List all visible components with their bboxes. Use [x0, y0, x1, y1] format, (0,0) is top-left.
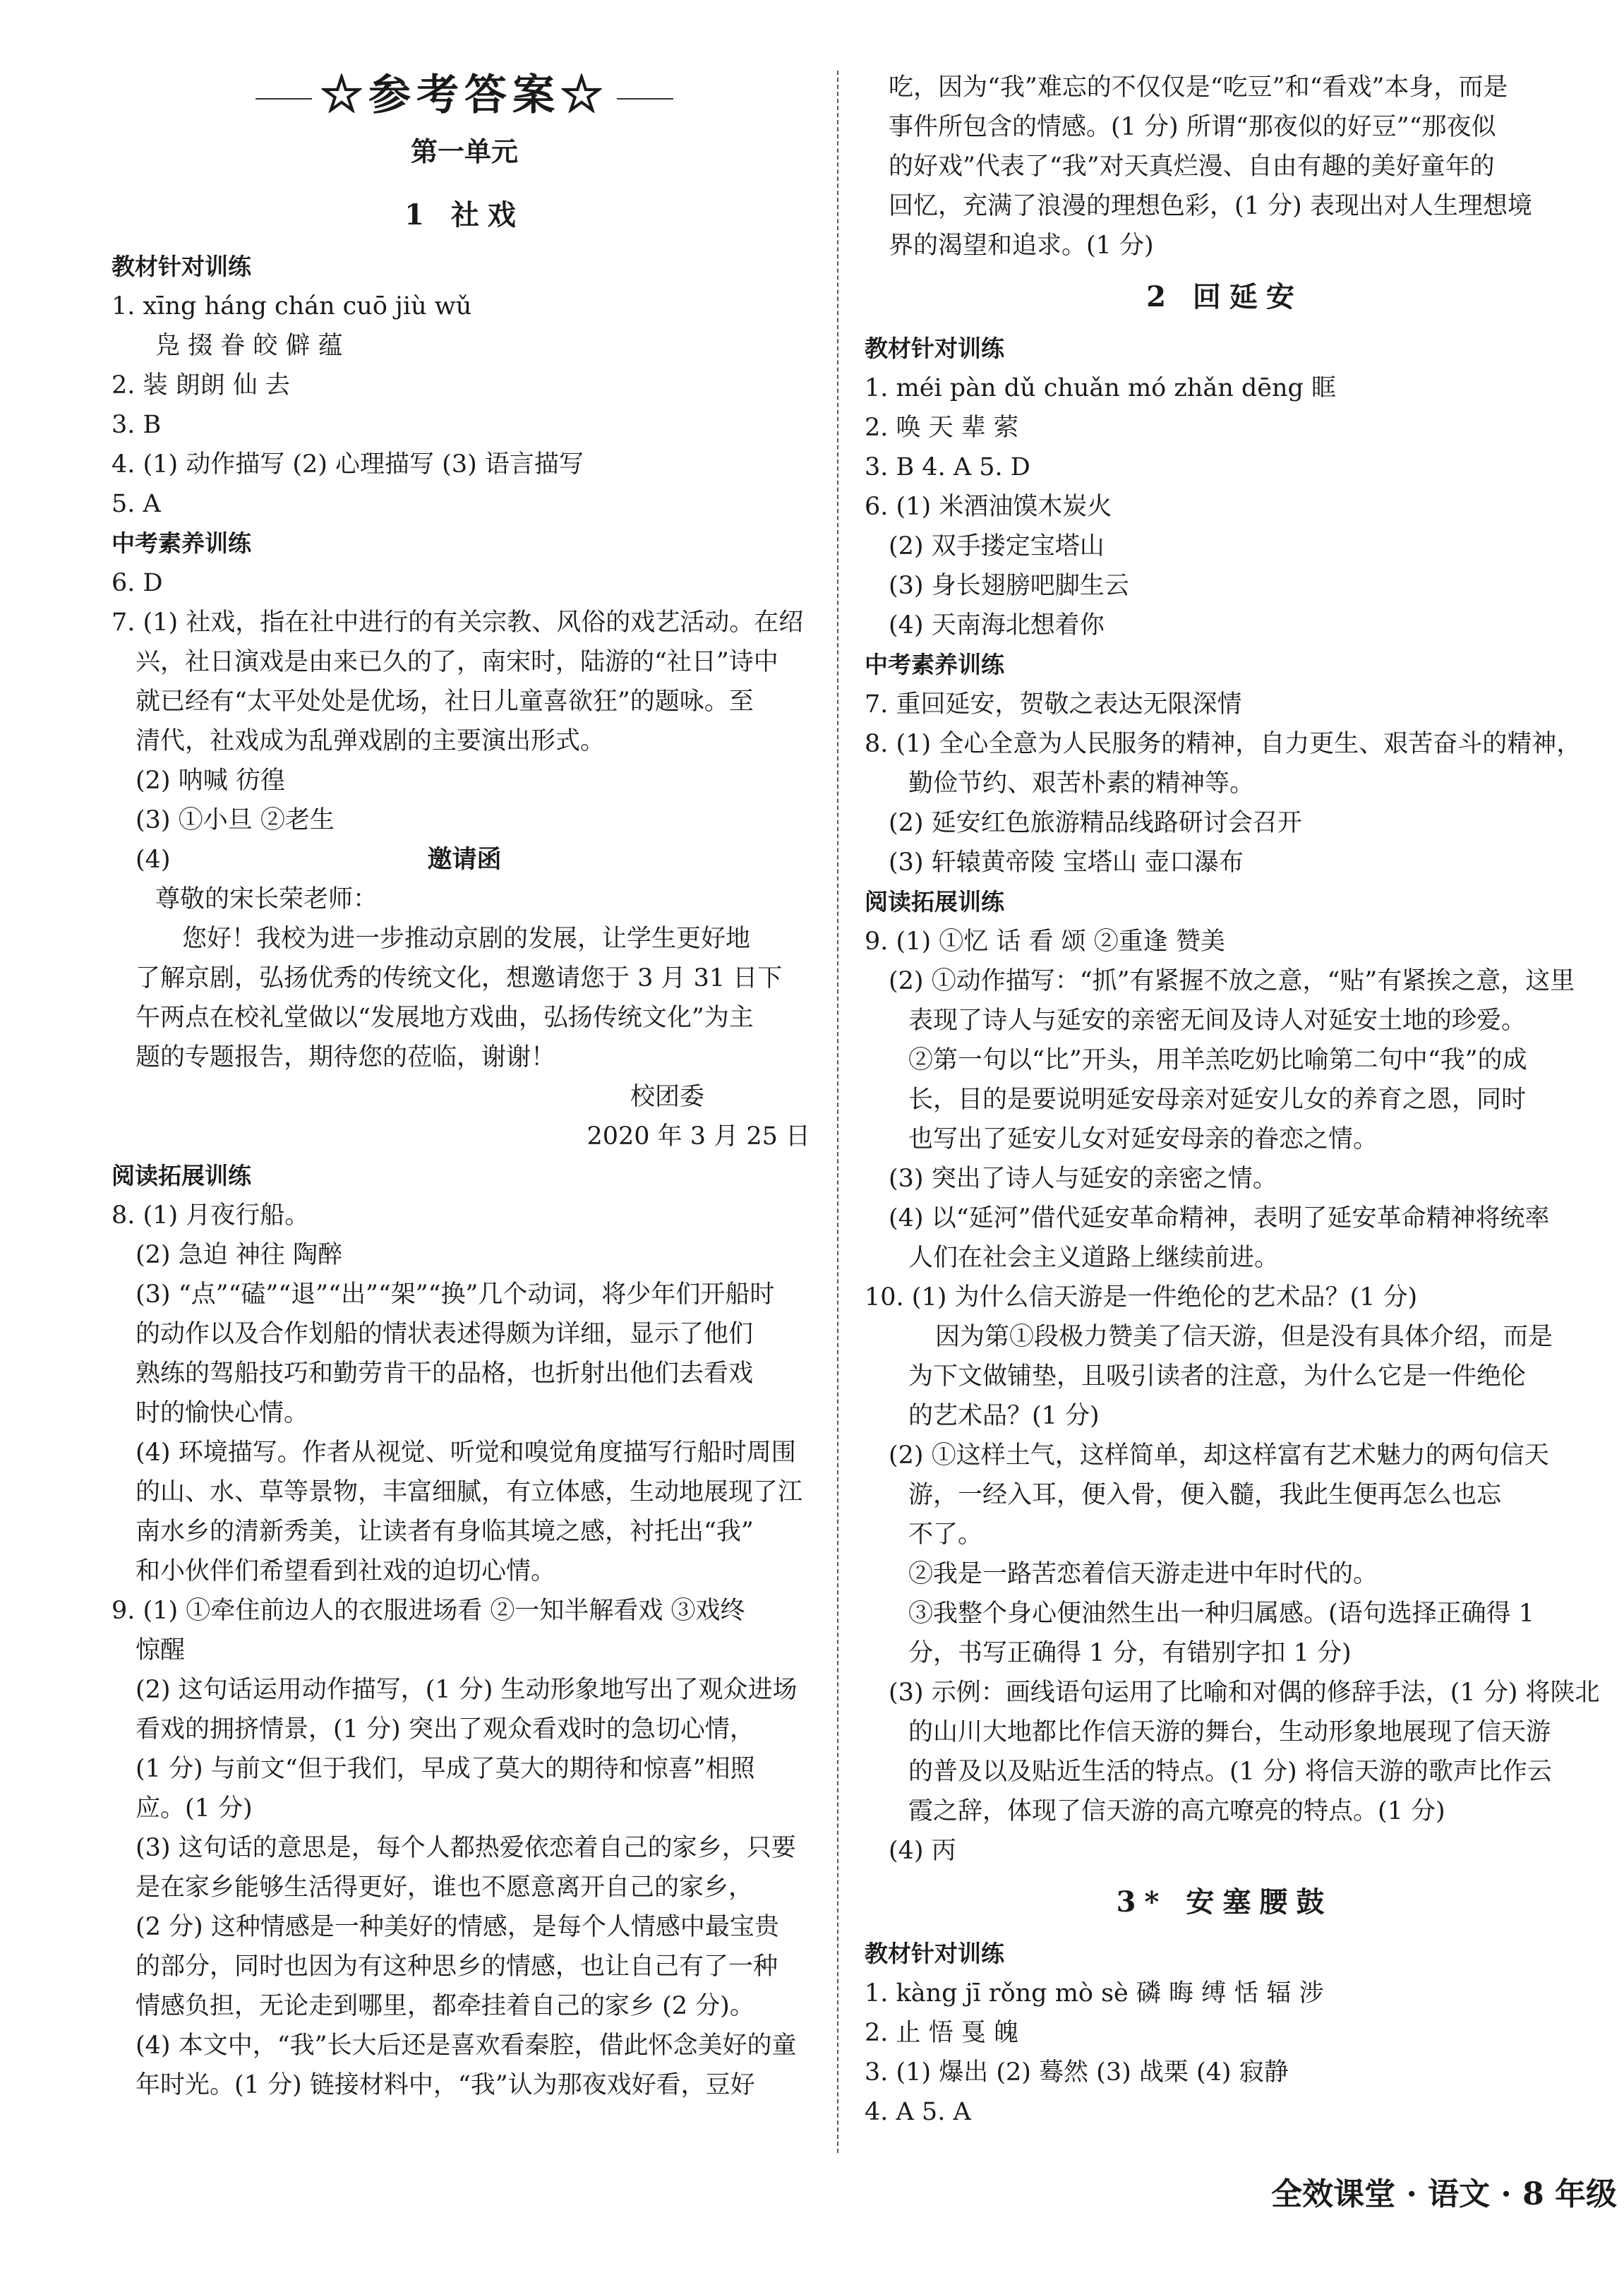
- answer-line: (3) ①小旦 ②老生: [136, 806, 335, 834]
- answer-line: 游，一经入耳，便入骨，便入髓，我此生便再怎么也忘: [908, 1481, 1502, 1509]
- answer-line: 4. (1) 动作描写 (2) 心理描写 (3) 语言描写: [112, 450, 584, 479]
- answer-line: 3. B: [112, 411, 162, 439]
- answer-line: 情感负担，无论走到哪里，都牵挂着自己的家乡 (2 分)。: [136, 1992, 754, 2020]
- answer-line: (4) 环境描写。作者从视觉、听觉和嗅觉角度描写行船时周围: [136, 1439, 796, 1467]
- answer-line: (1 分) 与前文“但于我们，早成了莫大的期待和惊喜”相照: [136, 1755, 755, 1783]
- answer-line: 熟练的驾船技巧和勤劳肯干的品格，也折射出他们去看戏: [136, 1360, 754, 1388]
- answer-line: ③我整个身心便油然生出一种归属感。(语句选择正确得 1: [908, 1600, 1535, 1628]
- answer-line: (3) 身长翅膀吧脚生云: [889, 572, 1129, 600]
- answer-line: 兴，社日演戏是由来已久的了，南宋时，陆游的“社日”诗中: [136, 648, 778, 676]
- answer-line: 3. (1) 爆出 (2) 蓦然 (3) 战栗 (4) 寂静: [865, 2058, 1289, 2087]
- invitation-body: 了解京剧，弘扬优秀的传统文化，想邀请您于 3 月 31 日下: [136, 964, 783, 992]
- section-heading: 中考素养训练: [865, 651, 1004, 678]
- answer-line: 界的渴望和追求。(1 分): [889, 232, 1154, 260]
- invitation-body: 午两点在校礼堂做以“发展地方戏曲，弘扬传统文化”为主: [136, 1004, 754, 1032]
- lesson-heading: 1 社戏: [404, 198, 524, 232]
- answer-line: 惊醒: [136, 1636, 186, 1664]
- lesson-heading: 2 回延安: [1146, 280, 1303, 313]
- invitation-date: 2020 年 3 月 25 日: [587, 1122, 810, 1151]
- answer-line: (4) 以“延河”借代延安革命精神，表明了延安革命精神将统率: [889, 1204, 1550, 1232]
- answer-line: (2) 急迫 神往 陶醉: [136, 1241, 342, 1269]
- answer-line: 不了。: [908, 1520, 983, 1549]
- answer-line: (3) 示例：画线语句运用了比喻和对偶的修辞手法，(1 分) 将陕北: [889, 1679, 1600, 1707]
- answer-line: 为下文做铺垫，且吸引读者的注意，为什么它是一件绝伦: [908, 1362, 1527, 1391]
- answer-line: 人们在社会主义道路上继续前进。: [908, 1244, 1280, 1272]
- answer-line: 也写出了延安儿女对延安母亲的眷恋之情。: [908, 1125, 1378, 1153]
- answer-line: 2. 止 悟 戛 魄: [865, 2019, 1018, 2047]
- answer-line: 2. 装 朗朗 仙 去: [112, 371, 290, 400]
- answer-line: 应。(1 分): [136, 1794, 253, 1823]
- answer-line: 分，书写正确得 1 分，有错别字扣 1 分): [908, 1639, 1352, 1667]
- answer-line: (3) 轩辕黄帝陵 宝塔山 壶口瀑布: [889, 848, 1244, 877]
- answer-line: 清代，社戏成为乱弹戏剧的主要演出形式。: [136, 727, 606, 755]
- answer-line: 表现了诗人与延安的亲密无间及诗人对延安土地的珍爱。: [908, 1007, 1527, 1035]
- answer-line: ②第一句以“比”开头，用羊羔吃奶比喻第二句中“我”的成: [908, 1046, 1527, 1074]
- answer-line: 是在家乡能够生活得更好，谁也不愿意离开自己的家乡，: [136, 1873, 754, 1902]
- answer-line: 和小伙伴们希望看到社戏的迫切心情。: [136, 1557, 556, 1585]
- section-heading: 阅读拓展训练: [112, 1162, 251, 1189]
- answer-line: (3) 突出了诗人与延安的亲密之情。: [889, 1165, 1277, 1193]
- answer-line: 回忆，充满了浪漫的理想色彩，(1 分) 表现出对人生理想境: [889, 192, 1532, 220]
- answer-line: 的普及以及贴近生活的特点。(1 分) 将信天游的歌声比作云: [908, 1758, 1552, 1786]
- answer-line: 时的愉快心情。: [136, 1399, 309, 1427]
- answer-line: 9. (1) ①牵住前边人的衣服进场看 ②一知半解看戏 ③戏终: [112, 1597, 745, 1625]
- answer-line: 8. (1) 月夜行船。: [112, 1201, 310, 1230]
- invitation-salutation: 尊敬的宋长荣老师：: [155, 885, 378, 913]
- answer-line: 6. D: [112, 569, 163, 597]
- answer-line: (2) ①动作描写：“抓”有紧握不放之意，“贴”有紧挨之意，这里: [889, 967, 1575, 995]
- title-rule-left: [255, 98, 312, 100]
- answer-line: 3. B 4. A 5. D: [865, 453, 1030, 481]
- section-heading: 教材针对训练: [865, 335, 1004, 362]
- answer-line: 事件所包含的情感。(1 分) 所谓“那夜似的好豆”“那夜似: [889, 113, 1496, 141]
- answer-number: (4): [136, 846, 171, 874]
- answer-line: 7. (1) 社戏，指在社中进行的有关宗教、风俗的戏艺活动。在绍: [112, 608, 804, 637]
- answer-line: 4. A 5. A: [865, 2098, 971, 2126]
- answer-line: 10. (1) 为什么信天游是一件绝伦的艺术品？(1 分): [865, 1283, 1418, 1312]
- answer-line: (3) 这句话的意思是，每个人都热爱依恋着自己的家乡，只要: [136, 1834, 796, 1862]
- answer-line: 勤俭节约、艰苦朴素的精神等。: [908, 769, 1255, 798]
- answer-line: 8. (1) 全心全意为人民服务的精神，自力更生、艰苦奋斗的精神，: [865, 730, 1582, 758]
- answer-line: 吃，因为“我”难忘的不仅仅是“吃豆”和“看戏”本身，而是: [889, 73, 1508, 102]
- title-rule-right: [617, 98, 673, 100]
- invitation-body: 题的专题报告，期待您的莅临，谢谢！: [136, 1043, 556, 1072]
- answer-line: 凫 掇 眷 皎 僻 蕴: [155, 332, 343, 360]
- page-title: 参考答案: [368, 71, 560, 120]
- answer-line: (2) 双手搂定宝塔山: [889, 532, 1105, 560]
- invitation-signature: 校团委: [630, 1083, 704, 1111]
- invitation-body: 您好！我校为进一步推动京剧的发展，让学生更好地: [182, 925, 751, 953]
- invitation-heading-row: [112, 840, 817, 880]
- answer-line: 1. méi pàn dǔ chuǎn mó zhǎn dēng 眶: [865, 374, 1337, 402]
- column-divider: [837, 71, 838, 2153]
- answer-line: 1. xīng háng chán cuō jiù wǔ: [112, 292, 472, 320]
- answer-line: 南水乡的清新秀美，让读者有身临其境之感，衬托出“我”: [136, 1518, 754, 1546]
- page-footer: 全效课堂 · 语文 · 8 年级: [1271, 2176, 1617, 2212]
- answer-line: 2. 唤 天 辈 萦: [865, 414, 1018, 442]
- answer-line: (4) 天南海北想着你: [889, 611, 1105, 640]
- star-icon: ☆: [320, 71, 368, 120]
- answer-line: (4) 本文中，“我”长大后还是喜欢看秦腔，借此怀念美好的童: [136, 2032, 797, 2060]
- answer-key-title: [112, 64, 817, 127]
- section-heading: 中考素养训练: [112, 529, 251, 557]
- answer-line: 的山、水、草等景物，丰富细腻，有立体感，生动地展现了江: [136, 1478, 803, 1506]
- answer-line: 的艺术品？(1 分): [908, 1402, 1100, 1430]
- answer-line: 看戏的拥挤情景，(1 分) 突出了观众看戏时的急切心情，: [136, 1715, 754, 1744]
- left-column: [112, 64, 817, 2105]
- answer-line: 长，目的是要说明延安母亲对延安儿女的养育之恩，同时: [908, 1086, 1527, 1114]
- answer-line: 1. kàng jī rǒng mò sè 磷 晦 缚 恬 辐 涉: [865, 1979, 1324, 2008]
- answer-line: 7. 重回延安，贺敬之表达无限深情: [865, 690, 1242, 719]
- answer-line: (3) “点”“磕”“退”“出”“架”“换”几个动词，将少年们开船时: [136, 1280, 775, 1309]
- answer-line: ②我是一路苦恋着信天游走进中年时代的。: [908, 1560, 1378, 1588]
- answer-line: 5. A: [112, 490, 161, 518]
- answer-line: 的部分，同时也因为有这种思乡的情感，也让自己有了一种: [136, 1952, 778, 1981]
- answer-line: 就已经有“太平处处是优场，社日儿童喜欲狂”的题咏。至: [136, 688, 754, 716]
- answer-line: 9. (1) ①忆 话 看 颂 ②重逢 赞美: [865, 928, 1225, 956]
- answer-line: (2 分) 这种情感是一种美好的情感，是每个人情感中最宝贵: [136, 1913, 779, 1941]
- answer-line: (2) ①这样土气，这样简单，却这样富有艺术魅力的两句信天: [889, 1441, 1549, 1470]
- lesson-heading: 3* 安塞腰鼓: [1116, 1885, 1333, 1919]
- answer-line: (4) 丙: [889, 1837, 956, 1865]
- answer-line: 因为第①段极力赞美了信天游，但是没有具体介绍，而是: [935, 1323, 1553, 1351]
- answer-line: 霞之辞，体现了信天游的高亢嘹亮的特点。(1 分): [908, 1797, 1445, 1825]
- answer-line: 的动作以及合作划船的情状表述得颇为详细，显示了他们: [136, 1320, 754, 1348]
- answer-line: (2) 这句话运用动作描写，(1 分) 生动形象地写出了观众进场: [136, 1676, 798, 1704]
- answer-line: (2) 呐喊 彷徨: [136, 767, 285, 795]
- invitation-title: 邀请函: [427, 846, 502, 874]
- answer-line: 年时光。(1 分) 链接材料中，“我”认为那夜戏好看，豆好: [136, 2071, 755, 2099]
- section-heading: 教材针对训练: [865, 1940, 1004, 1967]
- section-heading: 教材针对训练: [112, 253, 251, 280]
- star-icon: ☆: [560, 71, 608, 120]
- right-column: [865, 68, 1600, 2132]
- unit-heading: 第一单元: [410, 136, 518, 167]
- answer-line: 的好戏”代表了“我”对天真烂漫、自由有趣的美好童年的: [889, 152, 1495, 181]
- answer-line: 的山川大地都比作信天游的舞台，生动形象地展现了信天游: [908, 1718, 1551, 1746]
- section-heading: 阅读拓展训练: [865, 888, 1004, 916]
- answer-line: 6. (1) 米酒油馍木炭火: [865, 493, 1112, 521]
- answer-line: (2) 延安红色旅游精品线路研讨会召开: [889, 809, 1302, 837]
